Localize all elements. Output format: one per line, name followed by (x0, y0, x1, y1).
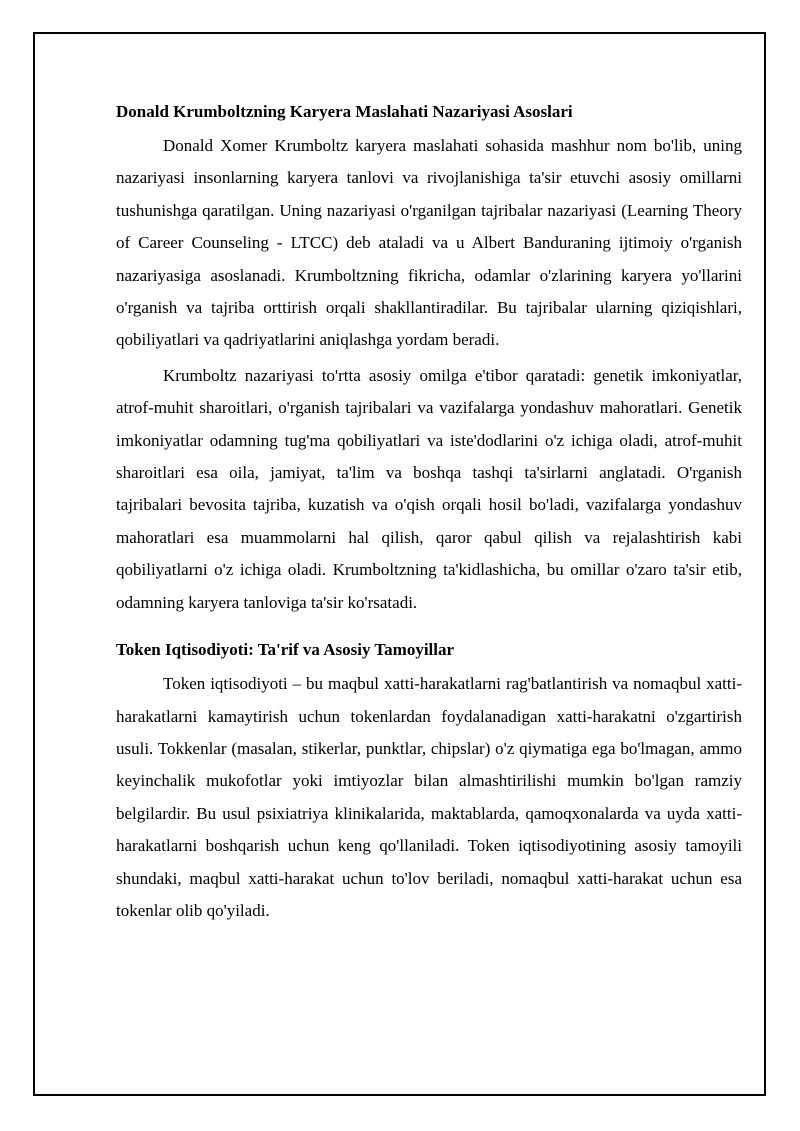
section-krumboltz (116, 96, 742, 619)
section-spacer (116, 622, 742, 634)
paragraph: Token iqtisodiyoti – bu maqbul xatti-harakatlarni rag'batlantirish va nomaqbul xatti-harakatlarni kamaytirish uchun tokenlardan foydalanadigan xatti-harakatni o'zgartirish usuli. Tokkenlar (masalan, stikerlar, punktlar, chipslar) o'z qiymatiga ega bo'lmagan, ammo keyinchalik mukofotlar yoki imtiyozlar bilan almashtirilishi mumkin bo'lgan ramziy belgilardir. Bu usul psixiatriya klinikalarida, maktablarda, qamoqxonalarda va uyda xatti-harakatlarni boshqarish uchun keng qo'llaniladi. Token iqtisodiyotining asosiy tamoyili shundaki, maqbul xatti-harakat uchun to'lov beriladi, nomaqbul xatti-harakat uchun esa tokenlar olib qo'yiladi. (116, 674, 742, 920)
section-token-economy (116, 634, 742, 927)
paragraph: Krumboltz nazariyasi to'rtta asosiy omilga e'tibor qaratadi: genetik imkoniyatlar, atrof-muhit sharoitlari, o'rganish tajribalari va vazifalarga yondashuv mahoratlari. Genetik imkoniyatlar odamning tug'ma qobiliyatlari va iste'dodlarini o'z ichiga oladi, atrof-muhit sharoitlari esa oila, jamiyat, ta'lim va boshqa tashqi ta'sirlarni anglatadi. O'rganish tajribalari bevosita tajriba, kuzatish va o'qish orqali hosil bo'ladi, vazifalarga yondashuv mahoratlari esa muammolarni hal qilish, qaror qabul qilish va rejalashtirish kabi qobiliyatlarni o'z ichiga oladi. Krumboltzning ta'kidlashicha, bu omillar o'zaro ta'sir etib, odamning karyera tanloviga ta'sir ko'rsatadi. (116, 365, 742, 612)
section-heading: Token Iqtisodiyoti: Ta'rif va Asosiy Tamoyillar (116, 640, 455, 660)
document-body (116, 96, 742, 930)
paragraph: Donald Xomer Krumboltz karyera maslahati sohasida mashhur nom bo'lib, uning nazariyasi insonlarning karyera tanlovi va rivojlanishiga ta'sir etuvchi asosiy omillarni tushunishga qaratilgan. Uning nazariyasi o'rganilgan tajribalar nazariyasi (Learning Theory of Career Counseling - LTCC) deb ataladi va u Albert Banduraning ijtimoiy o'rganish nazariyasiga asoslanadi. Krumboltzning fikricha, odamlar o'zlarining karyera yo'llarini o'rganish va tajriba orttirish orqali shakllantiradilar. Bu tajribalar ularning qiziqishlari, qobiliyatlari va qadriyatlarini aniqlashga yordam beradi. (116, 136, 742, 350)
section-heading: Donald Krumboltzning Karyera Maslahati Nazariyasi Asoslari (116, 102, 573, 121)
